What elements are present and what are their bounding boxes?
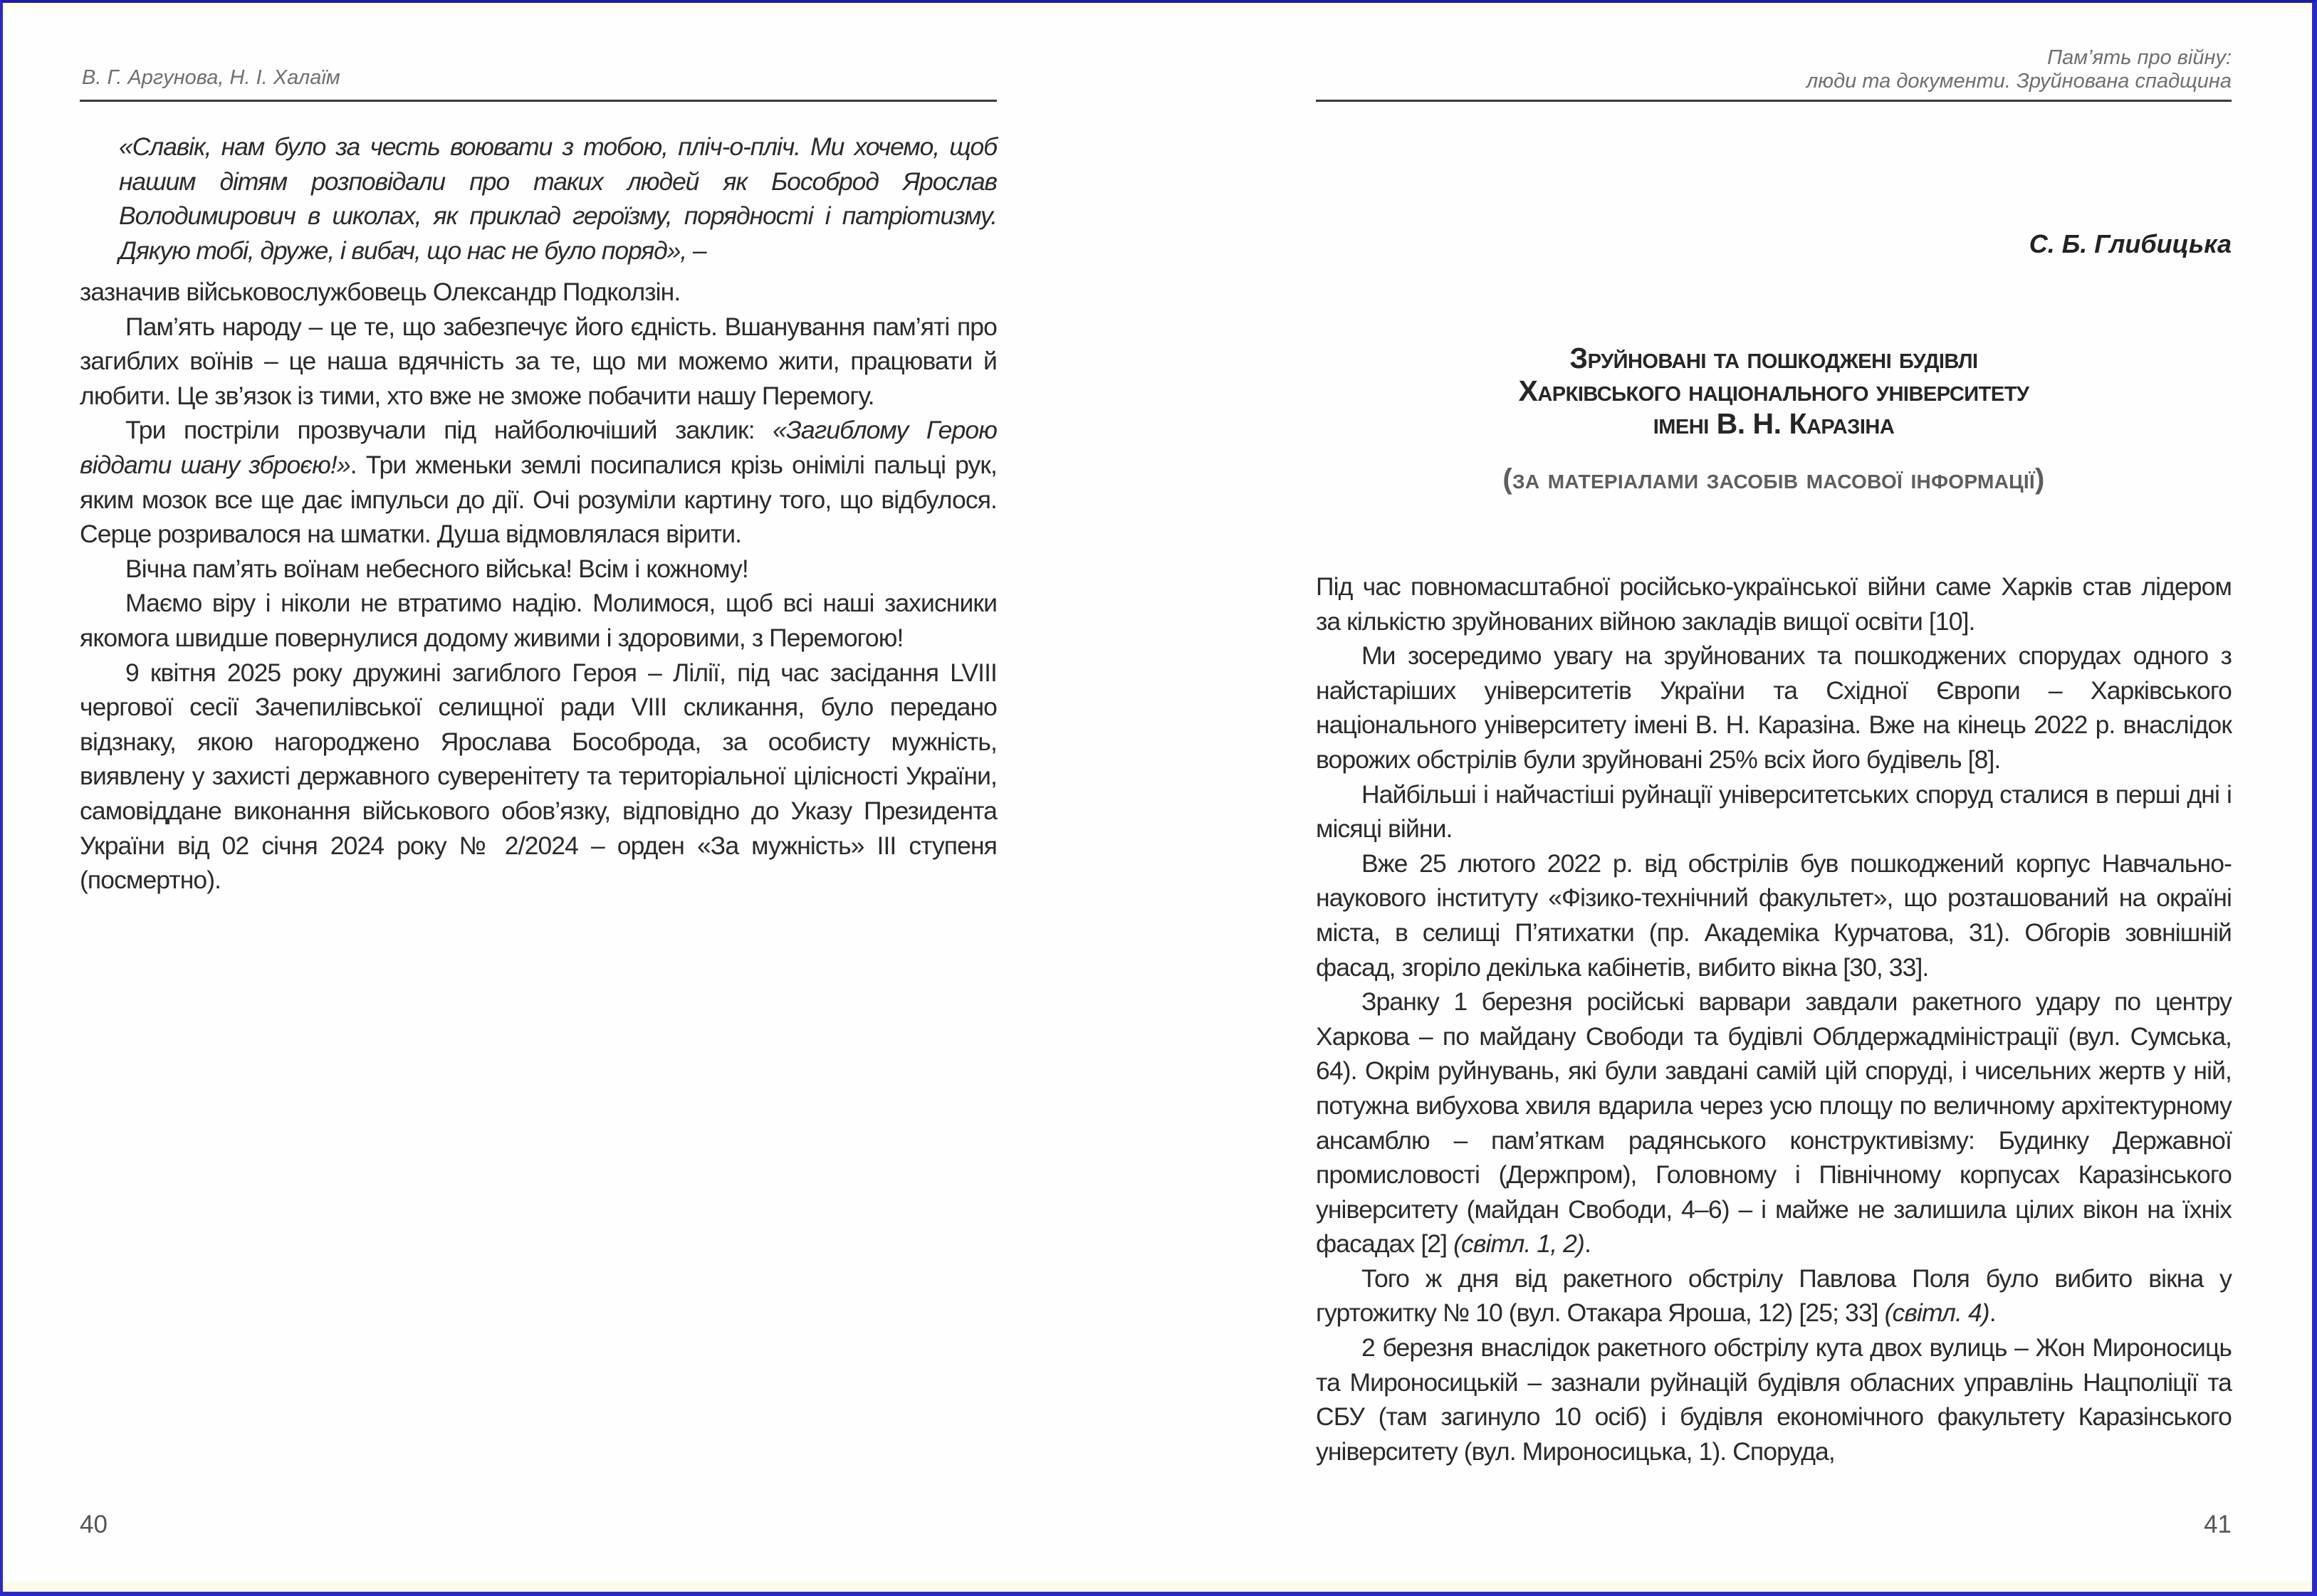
left-page	[80, 0, 997, 1596]
text-segment: .	[1584, 1229, 1591, 1259]
running-head-line-2: люди та документи. Зруйнована спадщина	[1806, 70, 2232, 93]
paragraph: Вже 25 лютого 2022 р. від обстрілів був пошкоджений корпус Навчально-наукового інституту «Фізико-технічний факультет», що розташований на окраїні міста, в селищі П’ятихатки (пр. Академіка Курчатова, 31). Обгорів зовнішній фасад, згоріло декілька кабінетів, вибито вікна [30, 33].	[1316, 849, 2232, 982]
paragraph: зазначив військовослужбовець Олександр Подколзін.	[80, 278, 681, 306]
text-segment: .	[1989, 1298, 1996, 1328]
text-segment: . Три жменьки землі посипалися крізь онімілі пальці рук, яким мозок все ще дає імпульси до дії. Очі розуміли картину того, що відбулося. Серце розривалося на шматки. Душа відмовлялася вірити.	[80, 450, 997, 549]
quote-text: «Славік, нам було за честь воювати з тобою, пліч-о-пліч. Ми хочемо, щоб нашим дітям розповідали про таких людей як Бособрод Ярослав Володимирович в школах, як приклад героїзму, порядності і патріотизму. Дякую тобі, друже, і вибач, що нас не було поряд», –	[119, 132, 997, 265]
paragraph: Маємо віру і ніколи не втратимо надію. Молимося, щоб всі наші захисники якомога швидше повернулися додому живими і здоровими, з Перемогою!	[80, 589, 997, 652]
italic-segment: «Загиблому Герою віддати шану зброєю!»	[80, 416, 997, 479]
italic-segment: (світл. 1, 2)	[1453, 1229, 1584, 1259]
right-page	[1316, 0, 2232, 1596]
italic-segment: (світл. 4)	[1884, 1298, 1989, 1328]
paragraph: 9 квітня 2025 року дружині загиблого Героя – Лілії, під час засідання LVIII чергової сесії Зачепилівської селищної ради VIII скликання, було передано відзнаку, якою нагороджено Ярослава Бособрода, за особисту мужність, виявлену у захисті державного суверенітету та територіальної цілісності України, самовіддане виконання військового обов’язку, відповідно до Указу Президента України від 02 січня 2024 року № 2/2024 – орден «За мужність» III ступеня (посмертно).	[80, 658, 997, 895]
running-head-line-1: Пам’ять про війну:	[2047, 46, 2232, 69]
title-line-3: імені В. Н. Каразіна	[1653, 407, 1895, 440]
paragraph: Під час повномасштабної російсько-української війни саме Харків став лідером за кількістю зруйнованих війною закладів вищої освіти [10].	[1316, 572, 2232, 636]
paragraph: Найбільші і найчастіші руйнації університетських споруд сталися в перші дні і місяці війни.	[1316, 779, 2232, 844]
paragraph	[1316, 1261, 2232, 1330]
running-head-collection-title	[1806, 46, 2232, 93]
paragraph	[1316, 985, 2232, 1261]
left-body-text	[80, 275, 997, 898]
paragraph	[80, 413, 997, 551]
article-title	[1316, 342, 2232, 440]
text-segment: Три постріли прозвучали під найболючіший заклик:	[125, 416, 773, 445]
page-number-left: 40	[80, 1511, 108, 1538]
page-number-right: 41	[2204, 1511, 2232, 1538]
title-line-2: Харківського національного університету	[1518, 374, 2029, 407]
text-segment: Зранку 1 березня російські варвари завдали ракетного удару по центру Харкова – по майдану Свободи та будівлі Облдержадміністрації (вул. Сумська, 64). Окрім руйнувань, які були завдані самій цій споруді, і чисельних жертв у ній, потужна вибухова хвиля вдарила через усю площу по величному архітектурному ансамблю – пам’яткам радянського конструктивізму: Будинку Державної промисловості (Держпром), Головному і Північному корпусах Каразінського університету (майдан Свободи, 4–6) – і майже не залишила цілих вікон на їхніх фасадах [2]	[1316, 987, 2232, 1259]
title-line-1: Зруйновані та пошкоджені будівлі	[1569, 342, 1978, 374]
left-running-head	[80, 43, 997, 102]
paragraph: 2 березня внаслідок ракетного обстрілу кута двох вулиць – Жон Мироносиць та Мироносицькій – зазнали руйнацій будівля обласних управлінь Нацполіції та СБУ (там загинуло 10 осіб) і будівля економічного факультету Каразінського університету (вул. Мироносицька, 1). Споруда,	[1316, 1333, 2232, 1466]
paragraph: Пам’ять народу – це те, що забезпечує його єдність. Вшанування пам’яті про загиблих воїнів – це наша вдячність за те, що ми можемо жити, працювати й любити. Це зв’язок із тими, хто вже не зможе побачити нашу Перемогу.	[80, 312, 997, 410]
right-body-text	[1316, 569, 2232, 1469]
article-subtitle: (за матеріалами засобів масової інформації)	[1502, 463, 2045, 495]
paragraph: Ми зосередимо увагу на зруйнованих та пошкоджених спорудах одного з найстаріших університетів України та Східної Європи – Харківського національного університету імені В. Н. Каразіна. Вже на кінець 2022 р. внаслідок ворожих обстрілів були зруйновані 25% всіх його будівель [8].	[1316, 641, 2232, 774]
text-segment: Того ж дня від ракетного обстрілу Павлова Поля було вибито вікна у гуртожитку № 10 (вул. Отакара Яроша, 12) [25; 33]	[1316, 1264, 2232, 1328]
paragraph: Вічна пам’ять воїнам небесного війська! Всім і кожному!	[125, 554, 748, 583]
running-head-authors: В. Г. Аргунова, Н. І. Халаїм	[82, 66, 340, 89]
right-running-head	[1316, 43, 2232, 102]
article-author: С. Б. Глибицька	[2029, 229, 2232, 258]
epigraph-quote	[119, 130, 997, 268]
